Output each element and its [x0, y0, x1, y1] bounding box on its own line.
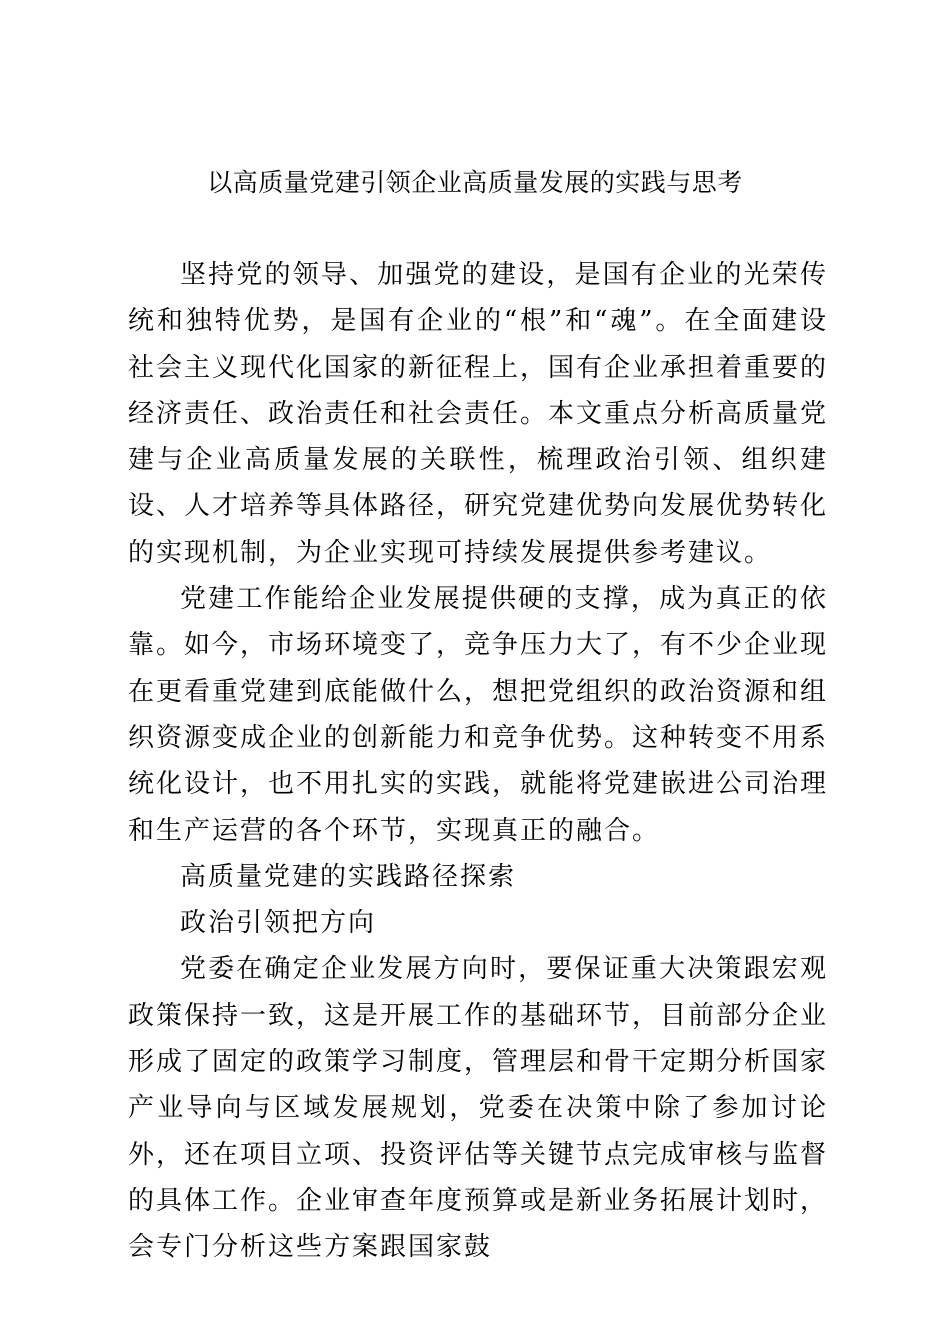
document-title: 以高质量党建引领企业高质量发展的实践与思考: [207, 168, 743, 197]
section-heading: 高质量党建的实践路径探索: [180, 861, 517, 892]
subsection-heading: 政治引领把方向: [180, 908, 377, 939]
document-body: [128, 252, 828, 1271]
paragraph-intro: 坚持党的领导、加强党的建设，是国有企业的光荣传统和独特优势，是国有企业的“根”和“魂”。在全面建设社会主义现代化国家的新征程上，国有企业承担着重要的经济责任、政治责任和社会责任。本文重点分析高质量党建与企业高质量发展的关联性，梳理政治引领、组织建设、人才培养等具体路径，研究党建优势向发展优势转化的实现机制，为企业实现可持续发展提供参考建议。: [128, 260, 829, 568]
paragraph-political-guidance: 党委在确定企业发展方向时，要保证重大决策跟宏观政策保持一致，这是开展工作的基础环节，目前部分企业形成了固定的政策学习制度，管理层和骨干定期分析国家产业导向与区域发展规划，党委在决策中除了参加讨论外，还在项目立项、投资评估等关键节点完成审核与监督的具体工作。企业审查年度预算或是新业务拓展计划时，会专门分析这些方案跟国家鼓: [128, 954, 829, 1263]
paragraph-party-building: 党建工作能给企业发展提供硬的支撑，成为真正的依靠。如今，市场环境变了，竞争压力大了，有不少企业现在更看重党建到底能做什么，想把党组织的政治资源和组织资源变成企业的创新能力和竞争优势。这种转变不用系统化设计，也不用扎实的实践，就能将党建嵌进公司治理和生产运营的各个环节，实现真正的融合。: [128, 584, 829, 846]
